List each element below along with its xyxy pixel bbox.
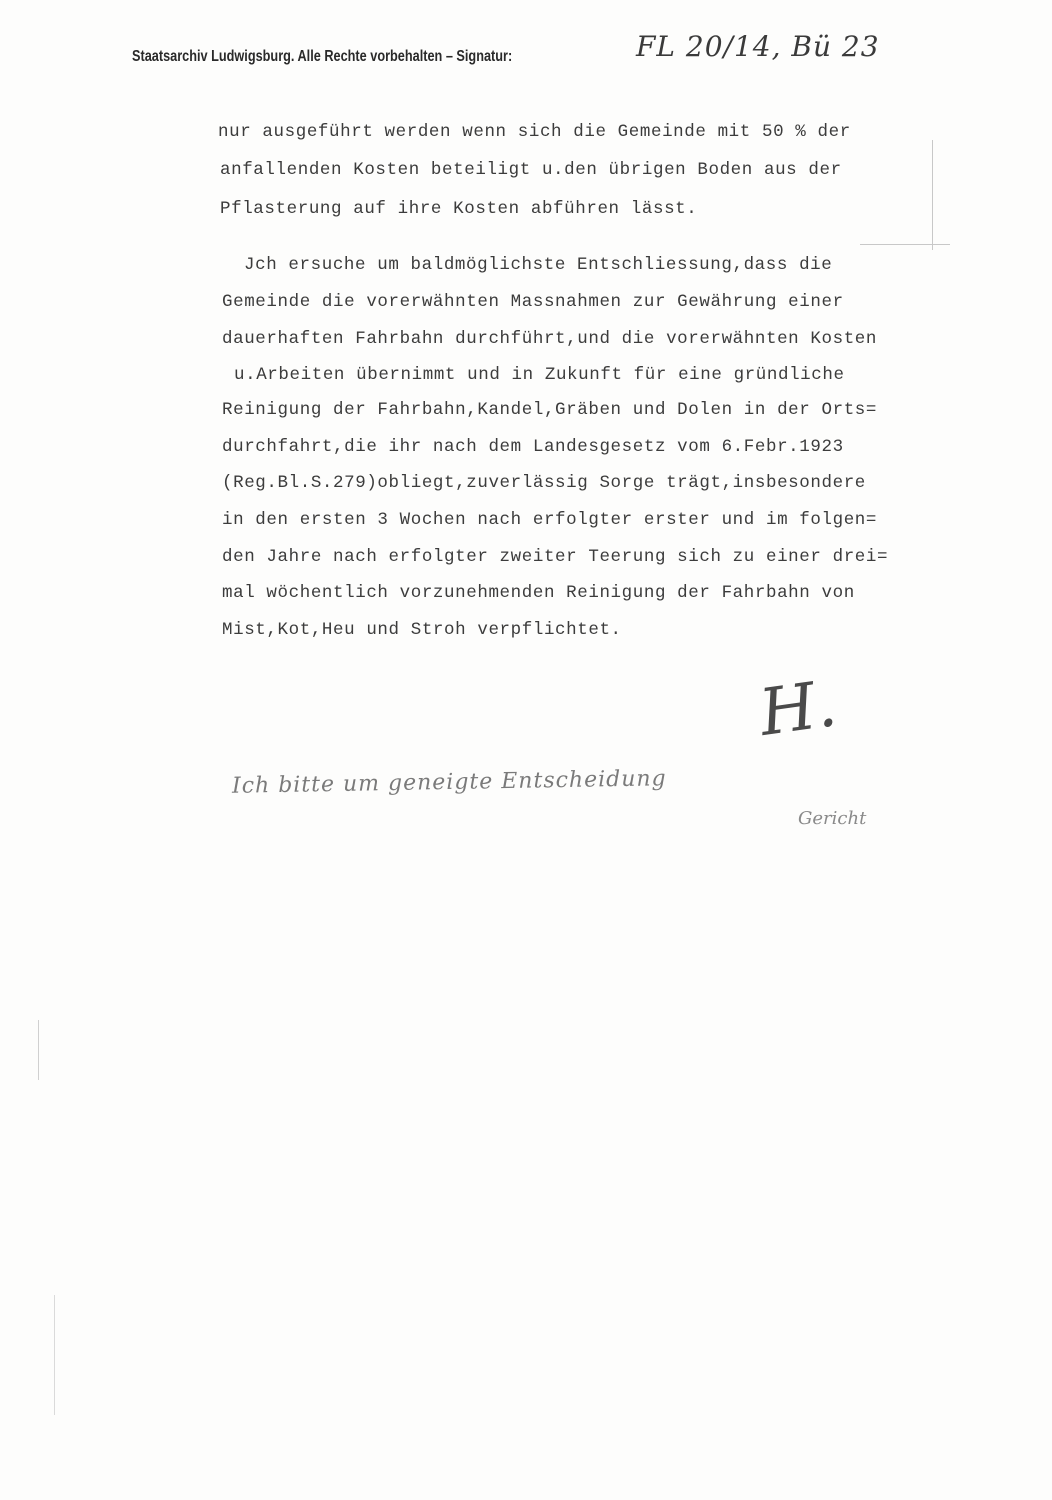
text-line: dauerhaften Fahrbahn durchführt,und die vorerwähnten Kosten: [222, 329, 878, 349]
bleed-mark: [860, 244, 950, 245]
text-line: nur ausgeführt werden wenn sich die Gemeinde mit 50 % der: [218, 122, 851, 142]
handwritten-note: Ich bitte um geneigte Entscheidung: [231, 766, 667, 799]
handwritten-signature: Gericht: [798, 808, 867, 829]
text-line: Pflasterung auf ihre Kosten abführen lässt.: [220, 199, 698, 219]
text-line: (Reg.Bl.S.279)obliegt,zuverlässig Sorge trägt,insbesondere: [222, 473, 866, 493]
text-line: durchfahrt,die ihr nach dem Landesgesetz vom 6.Febr.1923: [222, 437, 844, 457]
archive-notice: Staatsarchiv Ludwigsburg. Alle Rechte vorbehalten – Signatur:: [132, 48, 513, 65]
handwritten-paraphe: H.: [755, 667, 841, 751]
text-line: in den ersten 3 Wochen nach erfolgter erster und im folgen=: [222, 510, 878, 530]
bleed-mark: [54, 1295, 55, 1415]
text-line: u.Arbeiten übernimmt und in Zukunft für eine gründliche: [234, 365, 845, 385]
archive-signature-code: FL 20/14, Bü 23: [636, 30, 880, 63]
text-line: mal wöchentlich vorzunehmenden Reinigung der Fahrbahn von: [222, 583, 855, 603]
text-line: anfallenden Kosten beteiligt u.den übrigen Boden aus der: [220, 160, 842, 180]
bleed-mark: [38, 1020, 39, 1080]
text-line: den Jahre nach erfolgter zweiter Teerung sich zu einer drei=: [222, 547, 889, 567]
bleed-mark: [932, 140, 933, 250]
text-line: Reinigung der Fahrbahn,Kandel,Gräben und Dolen in der Orts=: [222, 400, 878, 420]
text-line: Jch ersuche um baldmöglichste Entschliessung,dass die: [244, 255, 833, 275]
text-line: Mist,Kot,Heu und Stroh verpflichtet.: [222, 620, 622, 640]
text-line: Gemeinde die vorerwähnten Massnahmen zur Gewährung einer: [222, 292, 844, 312]
